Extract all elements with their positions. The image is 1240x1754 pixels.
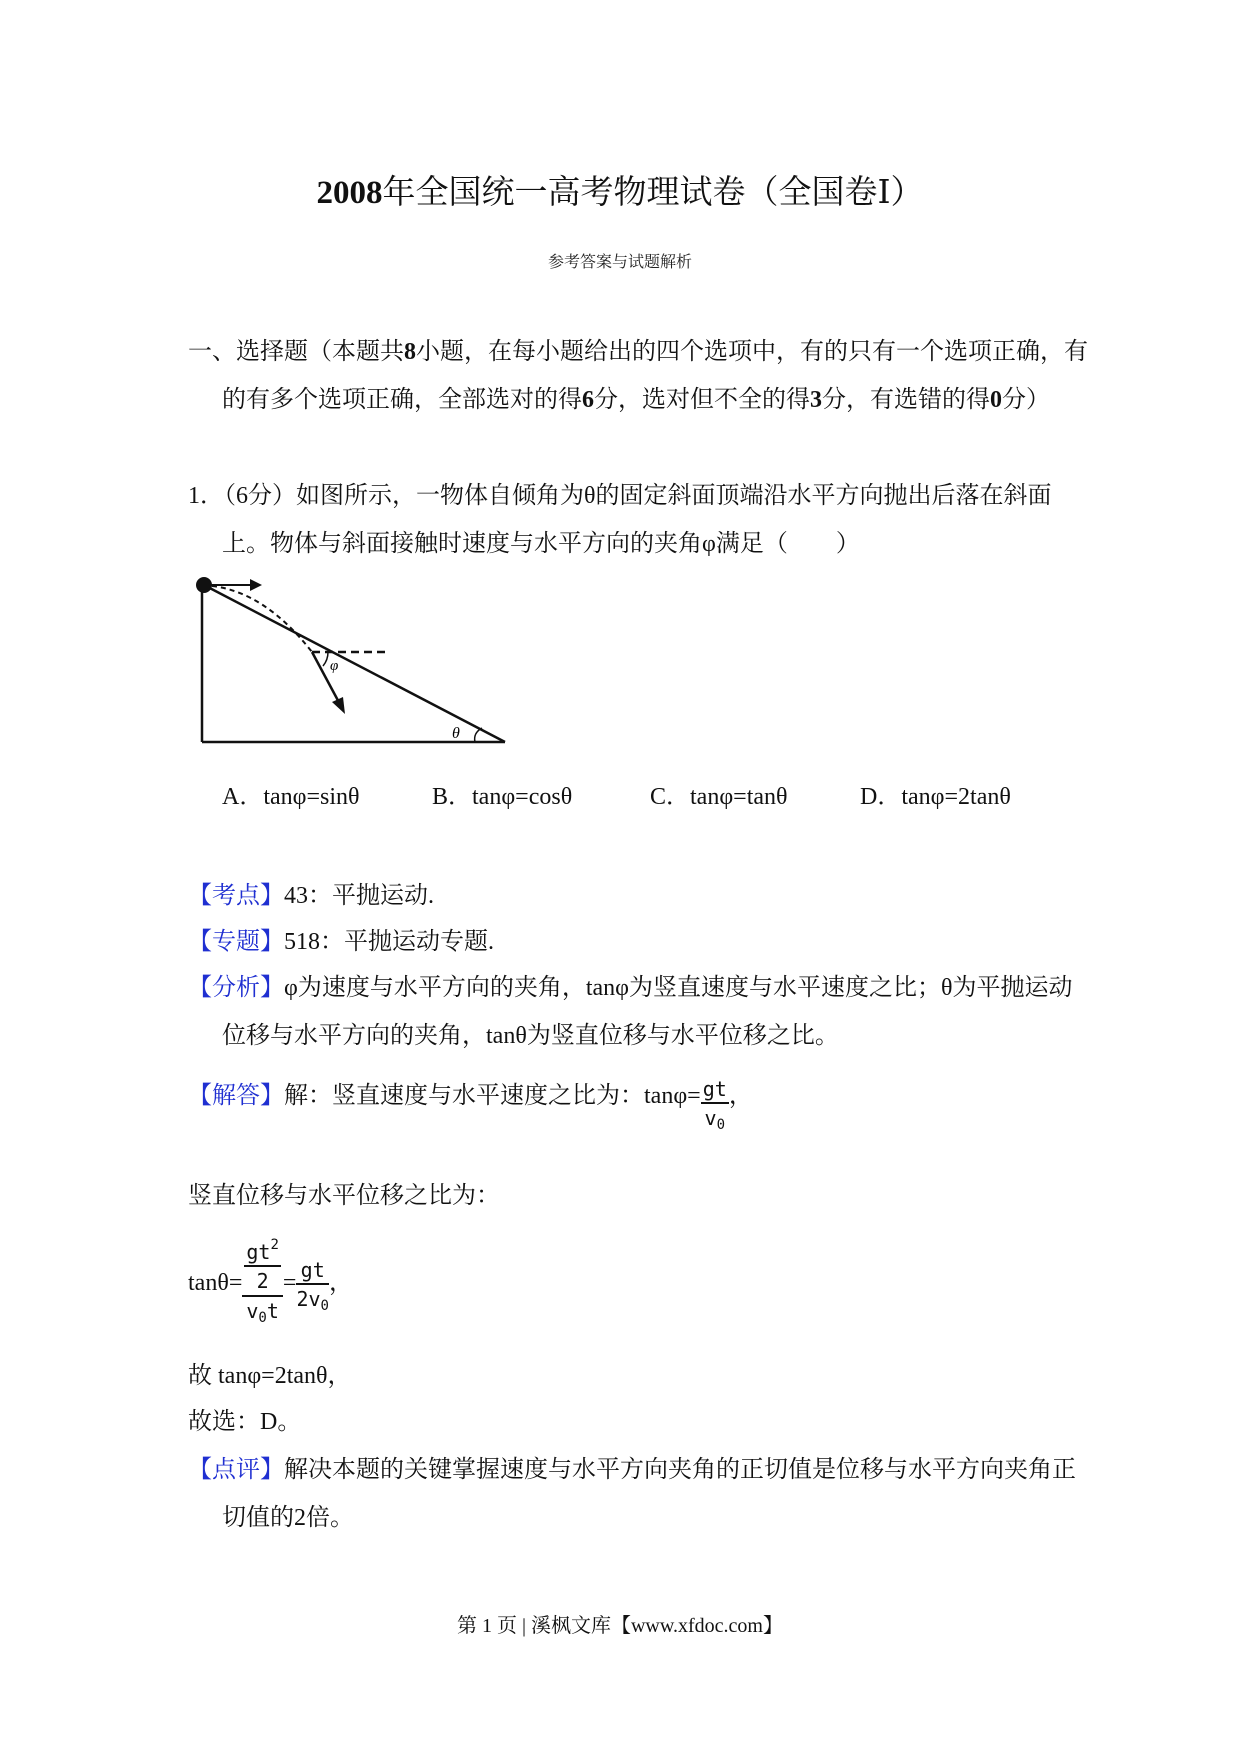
question-text: 1．（6分）如图所示，一物体自倾角为θ的固定斜面顶端沿水平方向抛出后落在斜面上。物体与斜面接触时速度与水平方向的夹角φ满足（ ） <box>188 483 1052 557</box>
incline-diagram <box>190 570 520 755</box>
jieda-line: 【解答】解：竖直速度与水平速度之比为：tanφ= $\frac{gt}{v_0}$ ， <box>188 1072 1058 1139</box>
compound-fraction: $\frac{\frac{gt^2}{2}}{v_0t}$ <box>242 1232 283 1332</box>
dianping-tag: 【点评】 <box>188 1457 284 1483</box>
page-footer: 第 1 页 | 溪枫文库【www.xfdoc.com】 <box>456 1615 783 1637</box>
phi-label: φ <box>330 658 339 674</box>
page-title: 2008年全国统一高考物理试卷（全国卷Ⅰ） <box>316 175 924 211</box>
zhuanti-tag: 【专题】 <box>188 929 284 955</box>
tan-theta-equation: tanθ= $\frac{\frac{gt^2}{2}}{v_0t}$ = $\frac{gt}{2v_0}$ ， <box>188 1232 1058 1332</box>
theta-label: θ <box>452 725 460 742</box>
kaodian-tag: 【考点】 <box>188 883 284 909</box>
fenxi-paragraph: 【分析】φ为速度与水平方向的夹角，tanφ为竖直速度与水平速度之比；θ为平抛运动位移与水平方向的夹角，tanθ为竖直位移与水平位移之比。 <box>188 975 1073 1049</box>
option-b[interactable]: B．tanφ=cosθ <box>432 784 573 810</box>
section-heading: 一、选择题（本题共8小题，在每小题给出的四个选项中，有的只有一个选项正确，有的有多个选项正确，全部选对的得6分，选对但不全的得3分，有选错的得0分） <box>188 339 1088 413</box>
fraction-gt-over-2v0: $\frac{gt}{2v_0}$ <box>296 1258 329 1314</box>
jieda-tag: 【解答】 <box>188 1083 284 1109</box>
jieda-line-3: 故 tanφ=2tanθ， <box>188 1363 352 1389</box>
dianping-paragraph: 【点评】解决本题的关键掌握速度与水平方向夹角的正切值是位移与水平方向夹角正切值的2倍。 <box>188 1457 1076 1531</box>
kaodian-line: 【考点】43：平抛运动. <box>188 883 434 909</box>
fenxi-tag: 【分析】 <box>188 975 284 1001</box>
jieda-line-2: 竖直位移与水平位移之比为： <box>188 1183 500 1209</box>
option-d[interactable]: D．tanφ=2tanθ <box>860 784 1011 810</box>
jieda-line-4: 故选：D。 <box>188 1409 302 1435</box>
zhuanti-line: 【专题】518：平抛运动专题. <box>188 929 494 955</box>
option-a[interactable]: A．tanφ=sinθ <box>222 784 360 810</box>
option-c[interactable]: C．tanφ=tanθ <box>650 784 788 810</box>
page-subtitle: 参考答案与试题解析 <box>547 254 692 271</box>
fraction-gt-over-v0: $\frac{gt}{v_0}$ <box>702 1077 727 1133</box>
